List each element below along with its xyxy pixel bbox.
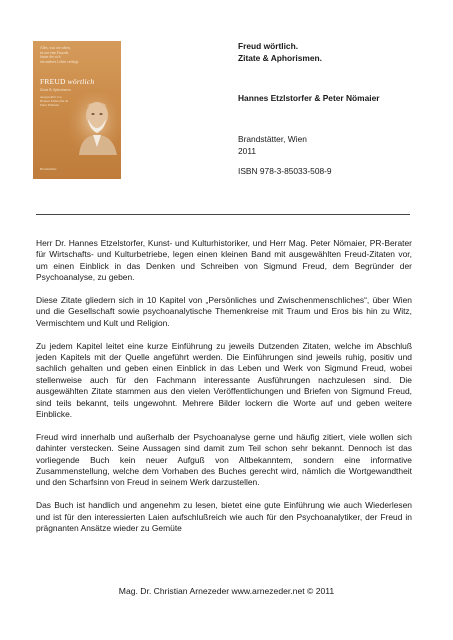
page-footer: Mag. Dr. Christian Arnezeder www.arnezeder.net © 2011 (118, 586, 335, 596)
cover-subtitle: Zitate & Aphorismen (40, 88, 71, 92)
book-cover (33, 41, 121, 179)
section-divider (36, 214, 410, 215)
review-paragraph: Das Buch ist handlich und angenehm zu lesen, bietet eine gute Einführung wie auch Wiederlesen und ist für den interessierten Laien aufschlußreich wie auch für den Psychoanalytiker, der Freud in prägnanten Ansätze wieder zu Gemüte (36, 500, 412, 534)
book-title: Freud wörtlich. (238, 41, 299, 51)
cover-publisher: Brandstätter (40, 167, 57, 171)
book-isbn: ISBN 978-3-85033-508-9 (238, 166, 332, 176)
review-paragraph: Zu jedem Kapitel leitet eine kurze Einführung zu jeweils Dutzenden Zitaten, welche im Abschluß jeden Kapitels mit der Quelle angeführt werden. Die Einführungen sind jeweils ruhig, positiv und sachlich gehalten und geben einen Einblick in das Leben und Werk von Sigmund Freud, wobei stellenweise auch für den Fachmann interessante Ausführungen nachzulesen sind. Die ausgewählten Zitate stammen aus den vielen Veröffentlichungen und Briefen von Sigmund Freud, sind teils bekannt, teils ungewohnt. Mehrere Bilder lockern die Worte auf und geben weitere Einblicke. (36, 340, 412, 420)
review-paragraph: Diese Zitate gliedern sich in 10 Kapitel von „Persönliches und Zwischenmenschliches“, über Wien und die Gesellschaft sowie psychoanalytische Themenkreise mit Traum und Eros bis hin zu Witz, Vermischtem und Kult und Religion. (36, 295, 412, 328)
freud-portrait-image (69, 93, 121, 155)
book-subtitle: Zitate & Aphorismen. (238, 52, 322, 63)
review-paragraph: Freud wird innerhalb und außerhalb der Psychoanalyse gerne und häufig zitiert, viele wollen sich dahinter verstecken. Seine Aussagen sind damit zum Teil schon sehr bekannt. Dennoch ist das vorliegende Buch kein neuer Aufguß von Altbekanntem, sondern eine informative Zusammenstellung, welche dem Vorhaben des Buches gerecht wird, nämlich die Wortgewandtheit und den Scharfsinn von Freud in seinem Werk darzustellen. (36, 431, 412, 488)
book-publisher-place: Brandstätter, Wien (238, 134, 307, 144)
book-authors: Hannes Etzlstorfer & Peter Nömaier (238, 93, 380, 103)
cover-title-main: FREUD (40, 77, 66, 86)
book-year: 2011 (238, 145, 257, 156)
cover-editors: Ausgewählt von Hannes Etzlstorfer & Peter Nömaier (40, 95, 69, 108)
cover-title (40, 77, 94, 86)
cover-title-italic: wörtlich (67, 77, 95, 86)
review-paragraph: Herr Dr. Hannes Etzelstorfer, Kunst- und Kulturhistoriker, und Herr Mag. Peter Nömaier, PR-Berater für Wirtschafts- und Kulturbetriebe, legen einen kleinen Band mit ausgewählten Freud-Zitaten vor, um einen Einblick in das Denken und Schreiben von Sigmund Freud, dem Begründer der Psychoanalyse, zu geben. (36, 238, 412, 283)
review-body (36, 238, 412, 546)
cover-quote: Alles, was wir sehen, ist nur eine Fassade, hinter der sich ein anderes Leben verbirgt. (40, 46, 80, 64)
